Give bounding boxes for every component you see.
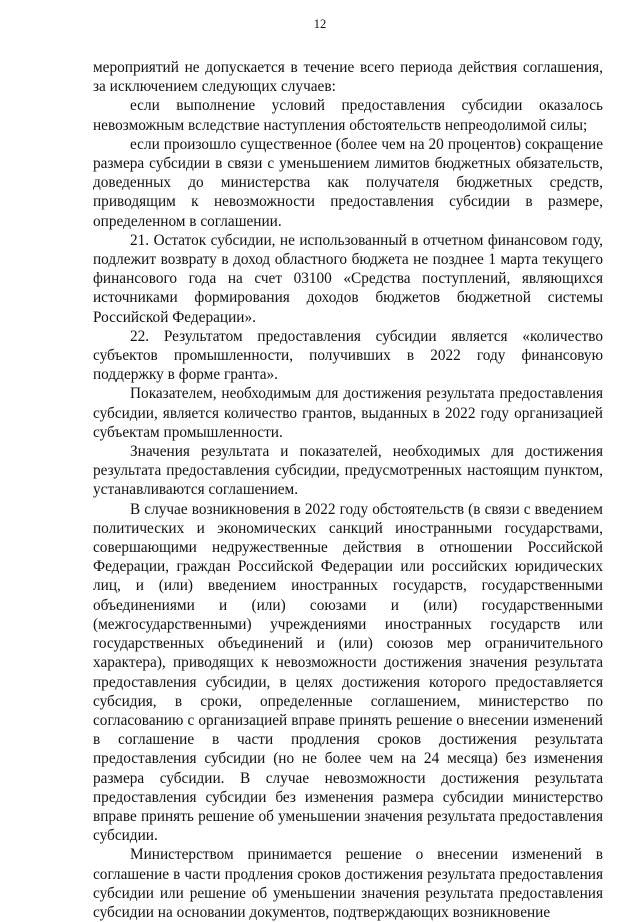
paragraph-values: Значения результата и показателей, необходимых для достижения результата предоставления субсидии, предусмотренных настоящим пунктом, устанавливаются соглашением. [93,443,603,499]
paragraph-subsidy-reduction: если произошло существенное (более чем на 20 процентов) сокращение размера субсидии в связи с уменьшением лимитов бюджетных обязательств, доведенных до министерства как получателя бюджетных средств, приводящим к невозможности предоставления субсидии в размере, определенном в соглашении. [93,135,603,230]
paragraph-exceptions-intro: мероприятий не допускается в течение всего периода действия соглашения, за исключением следующих случаев: [93,59,603,96]
paragraph-sanctions: В случае возникновения в 2022 году обстоятельств (в связи с введением политических и экономических санкций иностранными государствами, совершающими недружественные действия в отношении Российской Федерации, граждан Российской Федерации или российских юридических лиц, и (или) введением иностранных государств, государственными объединениями и (или) союзами и (или) государственными (межгосударственными) учреждениями иностранных государств или государственных объединений и (или) союзов мер ограничительного характера), приводящих к невозможности достижения значения результата предоставления субсидии, в целях достижения которого предоставляется субсидия, в сроки, определенные соглашением, министерство по согласованию с организацией вправе принять решение о внесении изменений в соглашение в части продления сроков достижения результата предоставления субсидии (но не более чем на 24 месяца) без изменения размера субсидии. В случае невозможности достижения результата предоставления субсидии без изменения размера субсидии министерство вправе принять решение об уменьшении значения результата предоставления субсидии. [93,500,603,845]
paragraph-indicator: Показателем, необходимым для достижения результата предоставления субсидии, является количество грантов, выданных в 2022 году организацией субъектам промышленности. [93,385,603,441]
paragraph-clause-21: 21. Остаток субсидии, не использованный в отчетном финансовом году, подлежит возврату в доход областного бюджета не позднее 1 марта текущего финансового года на счет 03100 «Средства поступлений, являющихся источниками формирования доходов бюджетов бюджетной системы Российской Федерации». [93,231,603,326]
page-number: 12 [313,17,327,31]
paragraph-force-majeure: если выполнение условий предоставления субсидии оказалось невозможным вследствие наступления обстоятельств непреодолимой силы; [93,97,603,134]
paragraph-clause-22: 22. Результатом предоставления субсидии является «количество субъектов промышленности, получивших в 2022 году финансовую поддержку в форме гранта». [93,327,603,384]
document-body [93,58,603,922]
paragraph-ministry-decision: Министерством принимается решение о внесении изменений в соглашение в части продления сроков достижения результата предоставления субсидии или решение об уменьшении значения результата предоставления субсидии на основании документов, подтверждающих возникновение [93,846,603,921]
